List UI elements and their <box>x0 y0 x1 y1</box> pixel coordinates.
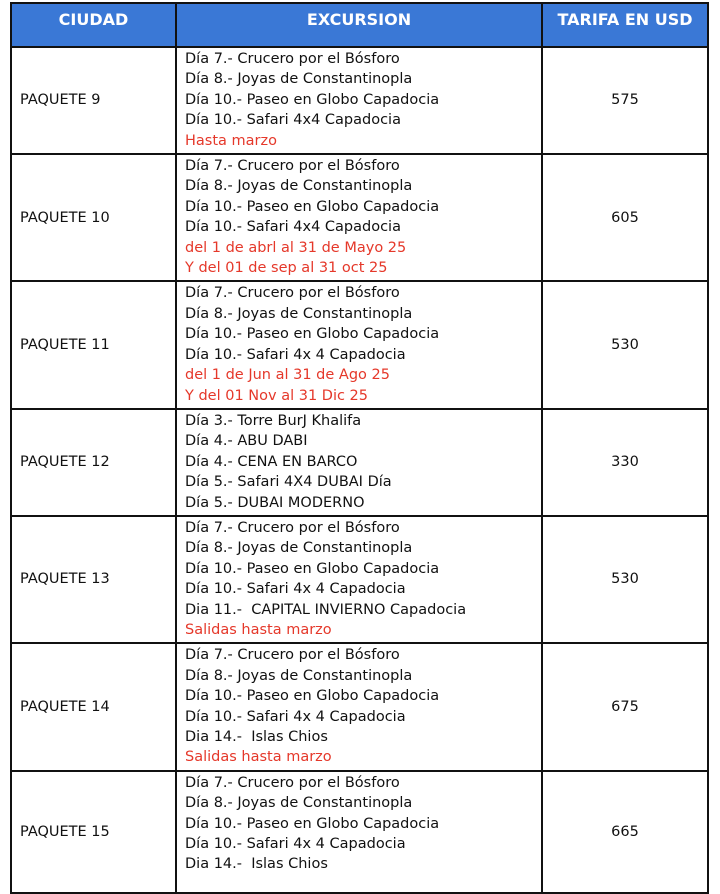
excursion-list <box>176 516 542 643</box>
excursion-item: Día 8.- Joyas de Constantinopla <box>185 305 413 322</box>
package-name: PAQUETE 9 <box>11 47 176 154</box>
excursion-list <box>176 281 542 408</box>
package-name: PAQUETE 10 <box>11 154 176 281</box>
package-name: PAQUETE 13 <box>11 516 176 643</box>
package-name: PAQUETE 14 <box>11 643 176 770</box>
excursion-item: Día 10.- Safari 4x 4 Capadocia <box>185 836 406 853</box>
package-price: 330 <box>542 409 708 516</box>
excursion-item: Día 4.- ABU DABI <box>185 433 308 450</box>
availability-note: Y del 01 Nov al 31 Dic 25 <box>185 387 369 404</box>
package-name: PAQUETE 12 <box>11 409 176 516</box>
header-excursion: EXCURSION <box>176 3 542 47</box>
excursion-item: Día 7.- Crucero por el Bósforo <box>185 285 400 302</box>
excursion-item: Día 8.- Joyas de Constantinopla <box>185 540 413 557</box>
header-city: CIUDAD <box>11 3 176 47</box>
excursion-item: Día 10.- Paseo en Globo Capadocia <box>185 560 440 577</box>
package-name: PAQUETE 11 <box>11 281 176 408</box>
excursion-item: Día 8.- Joyas de Constantinopla <box>185 71 413 88</box>
excursion-item: Día 10.- Safari 4x 4 Capadocia <box>185 708 406 725</box>
excursion-list <box>176 771 542 893</box>
excursion-list <box>176 47 542 154</box>
excursion-item: Día 3.- Torre BurJ Khalifa <box>185 412 362 429</box>
excursion-list <box>176 154 542 281</box>
availability-note: del 1 de Jun al 31 de Ago 25 <box>185 367 390 384</box>
excursion-list <box>176 643 542 770</box>
excursion-item: Dia 14.- Islas Chios <box>185 856 328 873</box>
table-row <box>11 643 708 770</box>
table-body <box>11 47 708 893</box>
excursion-item: Día 5.- DUBAI MODERNO <box>185 494 365 511</box>
excursion-item: Día 10.- Paseo en Globo Capadocia <box>185 815 440 832</box>
excursion-item: Día 8.- Joyas de Constantinopla <box>185 178 413 195</box>
table-row <box>11 281 708 408</box>
table-row <box>11 771 708 893</box>
availability-note: Salidas hasta marzo <box>185 749 332 766</box>
package-price: 675 <box>542 643 708 770</box>
excursion-item: Día 7.- Crucero por el Bósforo <box>185 774 400 791</box>
table-row <box>11 516 708 643</box>
package-price: 575 <box>542 47 708 154</box>
excursion-item: Dia 14.- Islas Chios <box>185 729 328 745</box>
excursion-item: Dia 11.- CAPITAL INVIERNO Capadocia <box>185 601 467 618</box>
table-row <box>11 409 708 516</box>
package-price: 605 <box>542 154 708 281</box>
availability-note: del 1 de abrl al 31 de Mayo 25 <box>185 239 407 256</box>
excursion-item: Día 7.- Crucero por el Bósforo <box>185 519 400 536</box>
excursion-item: Día 10.- Safari 4x4 Capadocia <box>185 219 401 236</box>
tariffs-table <box>10 2 709 894</box>
availability-note: Salidas hasta marzo <box>185 621 332 638</box>
package-price: 530 <box>542 281 708 408</box>
availability-note: Y del 01 de sep al 31 oct 25 <box>185 260 388 277</box>
excursion-item: Día 7.- Crucero por el Bósforo <box>185 51 400 67</box>
excursion-item: Día 10.- Safari 4x 4 Capadocia <box>185 581 406 598</box>
package-price: 530 <box>542 516 708 643</box>
table-row <box>11 47 708 154</box>
excursion-item: Día 10.- Paseo en Globo Capadocia <box>185 326 440 343</box>
excursion-item: Día 7.- Crucero por el Bósforo <box>185 647 400 664</box>
excursion-item: Día 4.- CENA EN BARCO <box>185 453 358 470</box>
excursion-item: Día 7.- Crucero por el Bósforo <box>185 158 400 175</box>
excursion-item: Día 10.- Safari 4x 4 Capadocia <box>185 346 406 363</box>
excursion-item: Día 10.- Safari 4x4 Capadocia <box>185 112 401 129</box>
excursion-item: Día 8.- Joyas de Constantinopla <box>185 795 413 812</box>
availability-note: Hasta marzo <box>185 132 277 149</box>
excursion-list <box>176 409 542 516</box>
excursion-item: Día 10.- Paseo en Globo Capadocia <box>185 198 440 215</box>
excursion-item: Día 10.- Paseo en Globo Capadocia <box>185 688 440 705</box>
package-price: 665 <box>542 771 708 893</box>
table-row <box>11 154 708 281</box>
package-name: PAQUETE 15 <box>11 771 176 893</box>
header-row <box>11 3 708 47</box>
excursion-item: Día 5.- Safari 4X4 DUBAI Día <box>185 474 392 491</box>
excursion-item: Día 8.- Joyas de Constantinopla <box>185 667 413 684</box>
header-price: TARIFA EN USD <box>542 3 708 47</box>
excursion-item: Día 10.- Paseo en Globo Capadocia <box>185 91 440 108</box>
